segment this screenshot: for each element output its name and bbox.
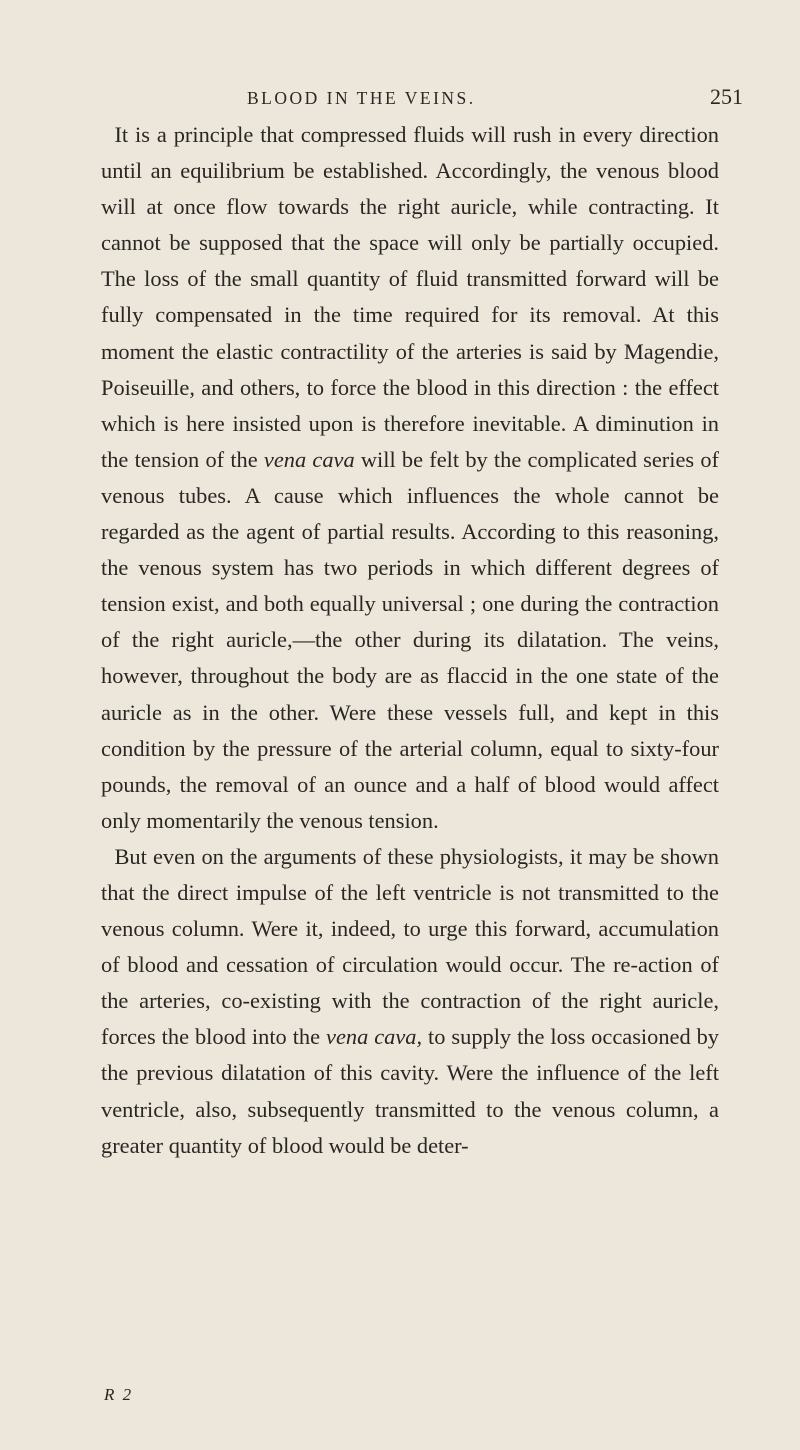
running-head: BLOOD IN THE VEINS. <box>247 88 476 108</box>
text-run: It is a principle that compressed fluids will rush in every direction until an equilibrium be established. Accordingly, the venous blood will at once flow towards the right auricle, while contracting. It cannot be supposed that the space will only be partially occupied. The loss of the small quantity of fluid transmitted forward will be fully compensated in the time required for its removal. At this moment the elastic contractility of the arteries is said by Magendie, Poiseuille, and others, to force the blood in this direction : the effect which is here insisted upon is therefore inevitable. A diminution in the tension of the <box>101 122 719 472</box>
paragraph-2 <box>101 839 719 1164</box>
body-text <box>101 117 719 1164</box>
paragraph-1 <box>101 117 719 839</box>
page-number: 251 <box>710 84 743 109</box>
text-run: to supply the loss occasioned by the previous dilatation of this cavity. Were the influence of the left ventricle, also, subsequently transmitted to the venous column, a greater quantity of blood would be deter- <box>101 1024 719 1158</box>
italic-term: vena cava <box>263 446 355 472</box>
text-run: But even on the arguments of these physiologists, it may be shown that the direct impulse of the left ventricle is not transmitted to the venous column. Were it, indeed, to urge this forward, accumulation of blood and cessation of circulation would occur. The re-action of the arteries, co-existing with the contraction of the right auricle, forces the blood into the <box>101 843 719 1050</box>
signature-mark: R 2 <box>104 1385 134 1404</box>
text-run: will be felt by the complicated series of venous tubes. A cause which influences the whole cannot be regarded as the agent of partial results. According to this reasoning, the venous system has two periods in which different degrees of tension exist, and both equally universal ; one during the contraction of the right auricle,—the other during its dilatation. The veins, however, throughout the body are as flaccid in the one state of the auricle as in the other. Were these vessels full, and kept in this condition by the pressure of the arterial column, equal to sixty-four pounds, the removal of an ounce and a half of blood would affect only momentarily the venous tension. <box>101 446 719 833</box>
italic-term: vena cava, <box>326 1024 423 1050</box>
